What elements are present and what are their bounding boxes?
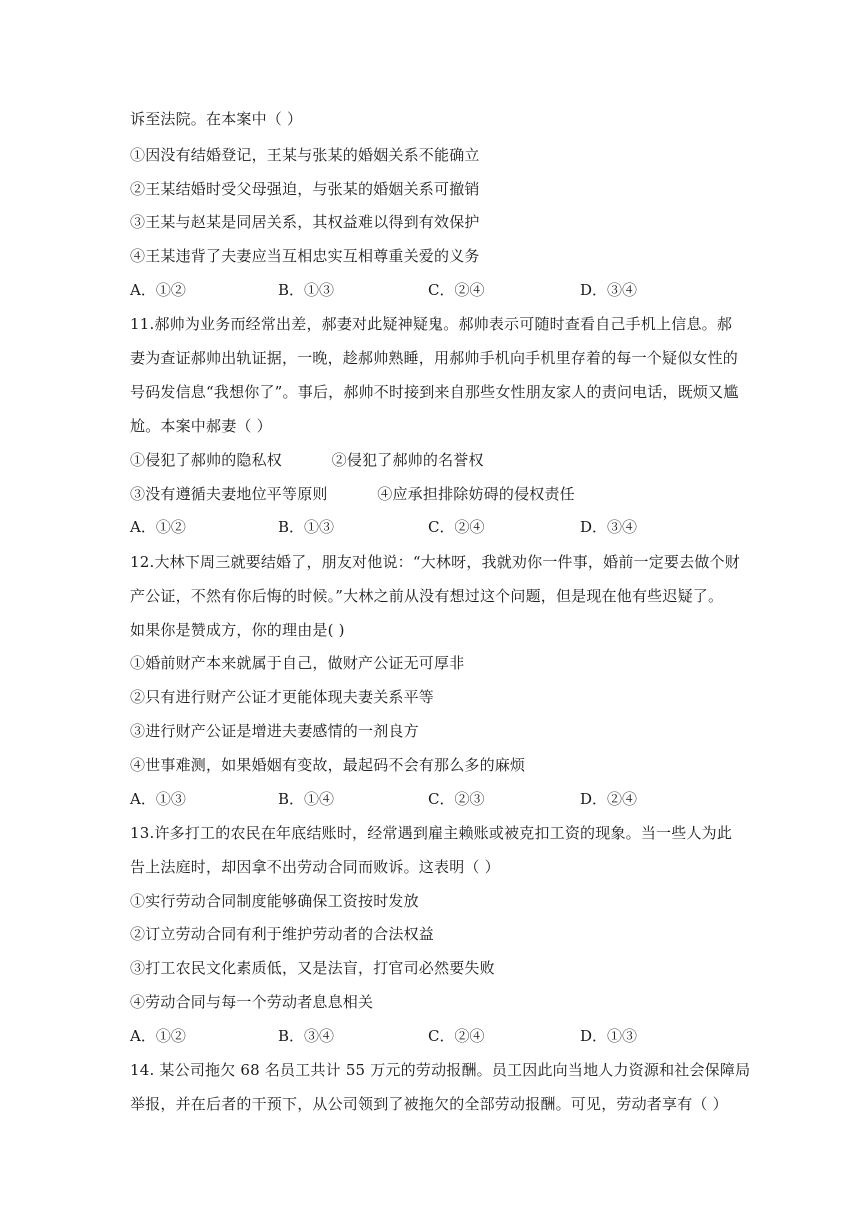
q10-item-3: ③王某与赵某是同居关系，其权益难以得到有效保护: [130, 213, 480, 231]
q10-options: [130, 280, 750, 300]
q10-option-a: A．①②: [130, 281, 186, 299]
q13-stem-line-2: 告上法庭时，却因拿不出劳动合同而败诉。这表明（ ）: [130, 858, 500, 876]
q11-stem-line-1: 11.郝帅为业务而经常出差，郝妻对此疑神疑鬼。郝帅表示可随时查看自己手机上信息。郝: [130, 315, 733, 333]
q12-option-d: D．②④: [580, 790, 638, 808]
q13-options: [130, 1026, 750, 1046]
q11-option-b: B．①③: [278, 518, 335, 536]
q12-item-2: ②只有进行财产公证才更能体现夫妻关系平等: [130, 688, 435, 706]
q10-option-c: C．②④: [428, 281, 485, 299]
q12-option-a: A．①③: [130, 790, 186, 808]
q11-stem-line-3: 号码发信息“我想你了”。事后，郝帅不时接到来自那些女性朋友家人的责问电话，既烦又尴: [130, 383, 739, 401]
q10-stem-tail: 诉至法院。在本案中（ ）: [130, 110, 303, 128]
q12-stem-line-2: 产公证，不然有你后悔的时候。”大林之前从没有想过这个问题，但是现在他有些迟疑了。: [130, 587, 724, 605]
q11-items-row-1: ①侵犯了郝帅的隐私权 ②侵犯了郝帅的名誉权: [130, 451, 484, 469]
q13-item-4: ④劳动合同与每一个劳动者息息相关: [130, 993, 374, 1011]
q11-option-d: D．③④: [580, 518, 638, 536]
q13-option-c: C．②④: [428, 1027, 485, 1045]
q11-options: [130, 517, 750, 537]
q12-stem-line-3: 如果你是赞成方，你的理由是( ): [130, 621, 345, 639]
q11-option-c: C．②④: [428, 518, 485, 536]
q13-item-1: ①实行劳动合同制度能够确保工资按时发放: [130, 892, 419, 910]
q13-option-b: B．③④: [278, 1027, 335, 1045]
q10-option-b: B．①③: [278, 281, 335, 299]
q12-item-3: ③进行财产公证是增进夫妻感情的一剂良方: [130, 722, 419, 740]
q12-stem-line-1: 12.大林下周三就要结婚了，朋友对他说：“大林呀，我就劝你一件事，婚前一定要去做个财: [130, 553, 740, 571]
q11-items-row-2: ③没有遵循夫妻地位平等原则 ④应承担排除妨碍的侵权责任: [130, 485, 575, 503]
q13-stem-line-1: 13.许多打工的农民在年底结账时，经常遇到雇主赖账或被克扣工资的现象。当一些人为此: [130, 824, 733, 842]
q14-stem-line-2: 举报，并在后者的干预下，从公司领到了被拖欠的全部劳动报酬。可见，劳动者享有（ ）: [130, 1095, 728, 1113]
q12-option-c: C．②③: [428, 790, 485, 808]
q10-item-2: ②王某结婚时受父母强迫，与张某的婚姻关系可撤销: [130, 180, 480, 198]
q14-stem-line-1: 14. 某公司拖欠 68 名员工共计 55 万元的劳动报酬。员工因此向当地人力资源和社会保障局: [130, 1061, 751, 1079]
q11-stem-line-2: 妻为查证郝帅出轨证据，一晚，趁郝帅熟睡，用郝帅手机向手机里存着的每一个疑似女性的: [130, 349, 739, 367]
q12-options: [130, 789, 750, 809]
q11-stem-line-4: 尬。本案中郝妻（ ）: [130, 417, 272, 435]
q13-item-3: ③打工农民文化素质低，又是法盲，打官司必然要失败: [130, 959, 495, 977]
q13-item-2: ②订立劳动合同有利于维护劳动者的合法权益: [130, 925, 435, 943]
q10-item-4: ④王某违背了夫妻应当互相忠实互相尊重关爱的义务: [130, 247, 480, 265]
q13-option-a: A．①②: [130, 1027, 186, 1045]
q12-item-4: ④世事难测，如果婚姻有变故，最起码不会有那么多的麻烦: [130, 756, 526, 774]
q10-option-d: D．③④: [580, 281, 638, 299]
q10-item-1: ①因没有结婚登记，王某与张某的婚姻关系不能确立: [130, 146, 480, 164]
q12-option-b: B．①④: [278, 790, 335, 808]
q12-item-1: ①婚前财产本来就属于自己，做财产公证无可厚非: [130, 654, 465, 672]
q11-option-a: A．①②: [130, 518, 186, 536]
q13-option-d: D．①③: [580, 1027, 638, 1045]
